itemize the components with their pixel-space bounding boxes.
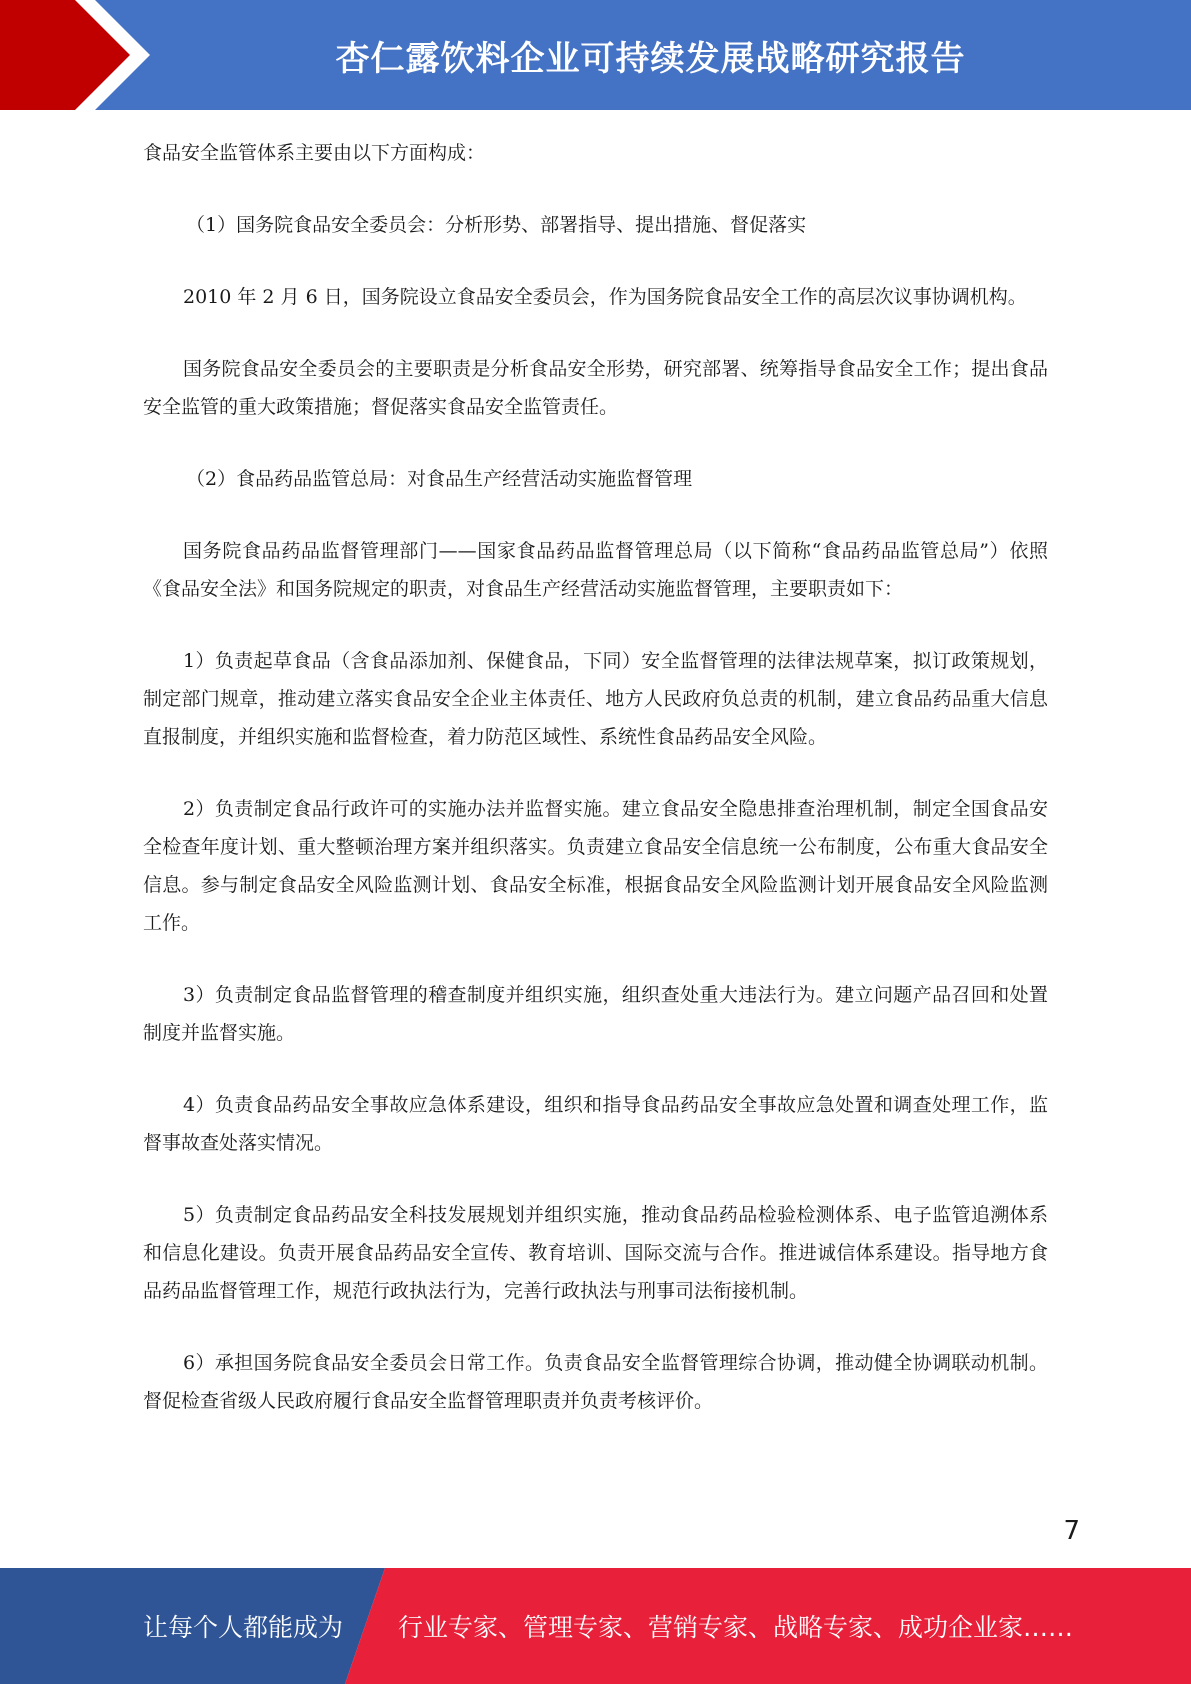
duty-item-4: 4）负责食品药品安全事故应急体系建设，组织和指导食品药品安全事故应急处置和调查处理工作，监督事故查处落实情况。 bbox=[143, 1094, 1048, 1154]
duty-item-1: 1）负责起草食品（含食品添加剂、保健食品，下同）安全监督管理的法律法规草案，拟订政策规划，制定部门规章，推动建立落实食品安全企业主体责任、地方人民政府负总责的机制，建立食品药品重大信息直报制度，并组织实施和监督检查，着力防范区域性、系统性食品药品安全风险。 bbox=[143, 650, 1048, 748]
duty-item-3: 3）负责制定食品监督管理的稽查制度并组织实施，组织查处重大违法行为。建立问题产品召回和处置制度并监督实施。 bbox=[143, 984, 1048, 1044]
duty-item-5: 5）负责制定食品药品安全科技发展规划并组织实施，推动食品药品检验检测体系、电子监管追溯体系和信息化建设。负责开展食品药品安全宣传、教育培训、国际交流与合作。推进诚信体系建设。指导地方食品药品监督管理工作，规范行政执法行为，完善行政执法与刑事司法衔接机制。 bbox=[143, 1204, 1048, 1302]
footer-slogan-right: 行业专家、管理专家、营销专家、战略专家、成功企业家…… bbox=[398, 1613, 1074, 1642]
duty-item-2: 2）负责制定食品行政许可的实施办法并监督实施。建立食品安全隐患排查治理机制，制定全国食品安全检查年度计划、重大整顿治理方案并组织落实。负责建立食品安全信息统一公布制度，公布重大食品安全信息。参与制定食品安全风险监测计划、食品安全标准，根据食品安全风险监测计划开展食品安全风险监测工作。 bbox=[143, 798, 1048, 934]
section-heading-2: （2）食品药品监管总局：对食品生产经营活动实施监督管理 bbox=[186, 468, 693, 490]
body-paragraph: 国务院食品药品监督管理部门——国家食品药品监督管理总局（以下简称“食品药品监管总局”）依照《食品安全法》和国务院规定的职责，对食品生产经营活动实施监督管理，主要职责如下： bbox=[143, 540, 1048, 600]
header-chevron-icon bbox=[0, 0, 160, 110]
page-footer bbox=[0, 1568, 1191, 1684]
document-body bbox=[143, 134, 1048, 1454]
report-title: 杏仁露饮料企业可持续发展战略研究报告 bbox=[335, 38, 966, 79]
section-heading-1: （1）国务院食品安全委员会：分析形势、部署指导、提出措施、督促落实 bbox=[186, 214, 807, 236]
body-paragraph: 2010 年 2 月 6 日，国务院设立食品安全委员会，作为国务院食品安全工作的高层次议事协调机构。 bbox=[183, 286, 1027, 308]
page-header bbox=[0, 0, 1191, 110]
intro-paragraph: 食品安全监管体系主要由以下方面构成： bbox=[143, 142, 486, 164]
footer-slogan-left: 让每个人都能成为 bbox=[143, 1613, 344, 1642]
page-number: 7 bbox=[1063, 1516, 1080, 1546]
duty-item-6: 6）承担国务院食品安全委员会日常工作。负责食品安全监督管理综合协调，推动健全协调联动机制。督促检查省级人民政府履行食品安全监督管理职责并负责考核评价。 bbox=[143, 1352, 1048, 1412]
body-paragraph: 国务院食品安全委员会的主要职责是分析食品安全形势，研究部署、统筹指导食品安全工作；提出食品安全监管的重大政策措施；督促落实食品安全监管责任。 bbox=[143, 358, 1048, 418]
